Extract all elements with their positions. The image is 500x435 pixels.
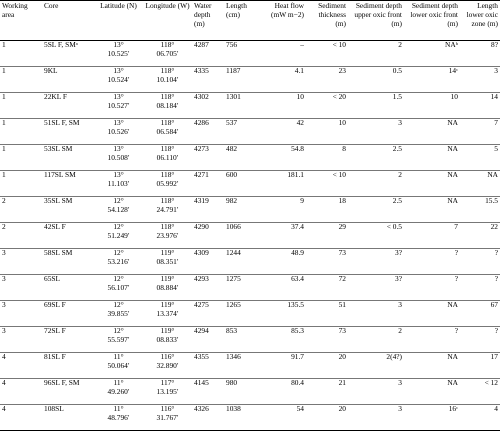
table-row bbox=[0, 119, 500, 145]
cell-latitude bbox=[94, 145, 143, 171]
cell-upper-oxic-front: 2(4?) bbox=[386, 352, 402, 361]
cell-latitude-minutes: 53.216′ bbox=[107, 256, 130, 266]
table-row bbox=[0, 145, 500, 171]
header-latitude: Latitude (N) bbox=[100, 1, 137, 10]
cell-longitude-minutes: 13.195′ bbox=[156, 386, 179, 396]
cell-latitude bbox=[94, 93, 143, 119]
cell-latitude bbox=[94, 249, 143, 275]
cell-length: 980 bbox=[226, 378, 238, 387]
cell-length: 1066 bbox=[226, 222, 241, 231]
cell-heat-flow: 54.8 bbox=[291, 144, 304, 153]
cell-longitude-degrees: 118° bbox=[160, 66, 175, 75]
cell-length: 482 bbox=[226, 144, 238, 153]
cell-core: 35SL SM bbox=[44, 196, 73, 205]
cell-upper-oxic-front: 3 bbox=[398, 378, 402, 387]
cell-longitude-minutes: 24.791′ bbox=[156, 204, 179, 214]
cell-longitude-degrees: 118° bbox=[160, 92, 175, 101]
cell-lower-oxic-front: NA bbox=[447, 300, 458, 309]
cell-water-depth: 4290 bbox=[194, 222, 209, 231]
cell-sediment-thickness: 10 bbox=[338, 118, 346, 127]
cell-latitude-minutes: 54.128′ bbox=[107, 204, 130, 214]
table-row bbox=[0, 93, 500, 119]
cell-latitude-degrees: 13° bbox=[113, 144, 124, 153]
cell-lower-oxic-front: NA bbox=[447, 196, 458, 205]
cell-latitude-degrees: 12° bbox=[113, 300, 124, 309]
cell-water-depth: 4287 bbox=[194, 40, 209, 49]
cell-latitude-minutes: 10.527′ bbox=[107, 100, 130, 110]
cell-latitude bbox=[94, 197, 143, 223]
cell-working-area: 1 bbox=[2, 118, 6, 127]
cell-longitude-degrees: 119° bbox=[160, 274, 175, 283]
cell-sediment-thickness: 21 bbox=[338, 378, 346, 387]
cell-longitude-degrees: 116° bbox=[160, 404, 175, 413]
header-longitude: Longitude (W) bbox=[145, 1, 190, 10]
cell-longitude-minutes: 08.884′ bbox=[156, 282, 179, 292]
cell-water-depth: 4286 bbox=[194, 118, 209, 127]
cell-latitude-minutes: 10.525′ bbox=[107, 48, 130, 58]
cell-working-area: 3 bbox=[2, 300, 6, 309]
cell-lower-oxic-front: NAᵇ bbox=[445, 40, 458, 49]
cell-heat-flow: 37.4 bbox=[291, 222, 304, 231]
cell-upper-oxic-front: 3? bbox=[395, 274, 402, 283]
cell-lower-oxic-front: 7 bbox=[454, 222, 458, 231]
cell-longitude-minutes: 08.184′ bbox=[156, 100, 179, 110]
cell-length: 1301 bbox=[226, 92, 241, 101]
cell-length: 1038 bbox=[226, 404, 241, 413]
cell-longitude bbox=[143, 41, 192, 67]
cell-longitude-degrees: 119° bbox=[160, 326, 175, 335]
cell-sediment-thickness: 72 bbox=[338, 274, 346, 283]
cell-length: 982 bbox=[226, 196, 238, 205]
table-row bbox=[0, 405, 500, 431]
cell-sediment-thickness: 18 bbox=[338, 196, 346, 205]
table-row bbox=[0, 249, 500, 275]
cell-longitude-minutes: 32.890′ bbox=[156, 360, 179, 370]
cell-sediment-thickness: 73 bbox=[338, 248, 346, 257]
cell-length: 1275 bbox=[226, 274, 241, 283]
cell-heat-flow: 80.4 bbox=[291, 378, 304, 387]
cell-upper-oxic-front: 2 bbox=[398, 170, 402, 179]
cell-sediment-thickness: 73 bbox=[338, 326, 346, 335]
table-row bbox=[0, 275, 500, 301]
cell-working-area: 1 bbox=[2, 144, 6, 153]
cell-longitude bbox=[143, 353, 192, 379]
cell-upper-oxic-front: 2.5 bbox=[392, 196, 402, 205]
table-header-row bbox=[0, 1, 500, 41]
table-row bbox=[0, 301, 500, 327]
cell-longitude bbox=[143, 93, 192, 119]
cell-longitude-degrees: 118° bbox=[160, 196, 175, 205]
table-row bbox=[0, 379, 500, 405]
cell-upper-oxic-front: 2 bbox=[398, 40, 402, 49]
cell-length-lower-oxic-zone: ? bbox=[494, 274, 498, 283]
cell-latitude bbox=[94, 379, 143, 405]
cell-longitude-degrees: 117° bbox=[160, 378, 175, 387]
cell-core: 51SL F, SM bbox=[44, 118, 80, 127]
cell-heat-flow: – bbox=[300, 40, 304, 49]
cell-water-depth: 4302 bbox=[194, 92, 209, 101]
cell-upper-oxic-front: 3 bbox=[398, 404, 402, 413]
cell-length-lower-oxic-zone: 5 bbox=[494, 144, 498, 153]
header-water-depth: Water depth (m) bbox=[194, 1, 212, 28]
cell-length: 756 bbox=[226, 40, 238, 49]
cell-core: 22KL F bbox=[44, 92, 67, 101]
cell-length-lower-oxic-zone: NA bbox=[487, 170, 498, 179]
cell-longitude-minutes: 31.767′ bbox=[156, 412, 179, 422]
cell-longitude-degrees: 118° bbox=[160, 144, 175, 153]
cell-longitude bbox=[143, 171, 192, 197]
cell-lower-oxic-front: 16ᶜ bbox=[448, 404, 458, 413]
cell-heat-flow: 91.7 bbox=[291, 352, 304, 361]
cell-latitude-minutes: 39.855′ bbox=[107, 308, 130, 318]
cell-longitude bbox=[143, 275, 192, 301]
cell-longitude-minutes: 05.992′ bbox=[156, 178, 179, 188]
cell-length-lower-oxic-zone: 17 bbox=[490, 352, 498, 361]
cell-upper-oxic-front: 3 bbox=[398, 300, 402, 309]
cell-length: 1187 bbox=[226, 66, 241, 75]
cell-longitude bbox=[143, 145, 192, 171]
cell-latitude-degrees: 13° bbox=[113, 170, 124, 179]
header-length: Length (cm) bbox=[226, 1, 247, 19]
cell-lower-oxic-front: NA bbox=[447, 118, 458, 127]
cell-longitude-degrees: 119° bbox=[160, 300, 175, 309]
cell-water-depth: 4309 bbox=[194, 248, 209, 257]
cell-lower-oxic-front: ? bbox=[454, 274, 458, 283]
cell-longitude-minutes: 06.705′ bbox=[156, 48, 179, 58]
cell-latitude-minutes: 10.508′ bbox=[107, 152, 130, 162]
cell-latitude bbox=[94, 223, 143, 249]
cell-sediment-thickness: 20 bbox=[338, 352, 346, 361]
cell-longitude-minutes: 06.110′ bbox=[156, 152, 179, 162]
cell-lower-oxic-front: 14ᶜ bbox=[448, 66, 458, 75]
cell-water-depth: 4355 bbox=[194, 352, 209, 361]
cell-core: 58SL SM bbox=[44, 248, 73, 257]
cell-latitude-degrees: 11° bbox=[113, 404, 124, 413]
cell-lower-oxic-front: ? bbox=[454, 326, 458, 335]
cell-longitude bbox=[143, 327, 192, 353]
cell-latitude-degrees: 11° bbox=[113, 378, 124, 387]
cell-longitude-degrees: 116° bbox=[160, 352, 175, 361]
cell-latitude bbox=[94, 405, 143, 431]
cell-length-lower-oxic-zone: 67 bbox=[490, 300, 498, 309]
cell-core: 96SL F, SM bbox=[44, 378, 80, 387]
cell-latitude bbox=[94, 119, 143, 145]
cell-length-lower-oxic-zone: 22 bbox=[490, 222, 498, 231]
cell-core: 53SL SM bbox=[44, 144, 73, 153]
cell-length-lower-oxic-zone: 4 bbox=[494, 404, 498, 413]
cell-length-lower-oxic-zone: ? bbox=[494, 248, 498, 257]
cell-upper-oxic-front: < 0.5 bbox=[386, 222, 402, 231]
cell-working-area: 4 bbox=[2, 352, 6, 361]
cell-latitude-degrees: 12° bbox=[113, 326, 124, 335]
cell-upper-oxic-front: 3? bbox=[395, 248, 402, 257]
cell-latitude-minutes: 48.796′ bbox=[107, 412, 130, 422]
cell-working-area: 2 bbox=[2, 222, 6, 231]
cell-longitude-minutes: 08.833′ bbox=[156, 334, 179, 344]
table-row bbox=[0, 67, 500, 93]
cell-length-lower-oxic-zone: ? bbox=[494, 326, 498, 335]
cell-heat-flow: 9 bbox=[300, 196, 304, 205]
cell-upper-oxic-front: 3 bbox=[398, 118, 402, 127]
cell-longitude bbox=[143, 197, 192, 223]
cell-latitude-degrees: 12° bbox=[113, 248, 124, 257]
table-row bbox=[0, 223, 500, 249]
table-row bbox=[0, 171, 500, 197]
cell-working-area: 2 bbox=[2, 196, 6, 205]
cell-water-depth: 4271 bbox=[194, 170, 209, 179]
cell-latitude bbox=[94, 353, 143, 379]
cell-sediment-thickness: 23 bbox=[338, 66, 346, 75]
cell-latitude-degrees: 12° bbox=[113, 196, 124, 205]
cell-lower-oxic-front: ? bbox=[454, 248, 458, 257]
cell-latitude bbox=[94, 327, 143, 353]
cell-length-lower-oxic-zone: 3 bbox=[494, 66, 498, 75]
cell-longitude-minutes: 13.374′ bbox=[156, 308, 179, 318]
header-upper-oxic-front: Sediment depth upper oxic front (m) bbox=[354, 1, 402, 28]
cell-latitude bbox=[94, 301, 143, 327]
header-lower-oxic-front: Sediment depth lower oxic front (m) bbox=[410, 1, 458, 28]
cell-sediment-thickness: 51 bbox=[338, 300, 346, 309]
cell-core: 69SL F bbox=[44, 300, 66, 309]
cell-longitude-degrees: 118° bbox=[160, 170, 175, 179]
cell-length: 853 bbox=[226, 326, 238, 335]
cell-sediment-thickness: < 10 bbox=[332, 40, 346, 49]
cell-latitude bbox=[94, 67, 143, 93]
cell-heat-flow: 63.4 bbox=[291, 274, 304, 283]
table-row bbox=[0, 327, 500, 353]
cell-longitude-degrees: 118° bbox=[160, 40, 175, 49]
cell-longitude-minutes: 10.104′ bbox=[156, 74, 179, 84]
cell-heat-flow: 4.1 bbox=[294, 66, 304, 75]
cell-length-lower-oxic-zone: 15.5 bbox=[485, 196, 498, 205]
cell-length: 1265 bbox=[226, 300, 241, 309]
cell-heat-flow: 42 bbox=[296, 118, 304, 127]
cell-longitude bbox=[143, 223, 192, 249]
cell-latitude-minutes: 55.597′ bbox=[107, 334, 130, 344]
cell-longitude-minutes: 06.584′ bbox=[156, 126, 179, 136]
cell-heat-flow: 48.9 bbox=[291, 248, 304, 257]
cell-longitude bbox=[143, 249, 192, 275]
cell-water-depth: 4335 bbox=[194, 66, 209, 75]
cell-length: 537 bbox=[226, 118, 238, 127]
cell-core: 65SL bbox=[44, 274, 61, 283]
cell-longitude bbox=[143, 67, 192, 93]
cell-longitude-minutes: 23.976′ bbox=[156, 230, 179, 240]
cell-working-area: 3 bbox=[2, 248, 6, 257]
cell-longitude-minutes: 08.351′ bbox=[156, 256, 179, 266]
header-area: Working area bbox=[2, 1, 28, 19]
cell-core: 5SL F, SMᵃ bbox=[44, 40, 78, 49]
cell-core: 9KL bbox=[44, 66, 58, 75]
cell-longitude bbox=[143, 379, 192, 405]
cell-longitude-degrees: 118° bbox=[160, 118, 175, 127]
cell-working-area: 4 bbox=[2, 404, 6, 413]
cell-upper-oxic-front: 2.5 bbox=[392, 144, 402, 153]
cell-latitude-minutes: 51.249′ bbox=[107, 230, 130, 240]
cell-working-area: 4 bbox=[2, 378, 6, 387]
cell-working-area: 3 bbox=[2, 326, 6, 335]
cell-lower-oxic-front: NA bbox=[447, 144, 458, 153]
cell-core: 42SL F bbox=[44, 222, 66, 231]
cell-longitude-degrees: 119° bbox=[160, 248, 175, 257]
cell-latitude-degrees: 13° bbox=[113, 92, 124, 101]
table-row bbox=[0, 197, 500, 223]
cell-lower-oxic-front: NA bbox=[447, 378, 458, 387]
header-heat-flow: Heat flow (mW m−2) bbox=[271, 1, 304, 19]
cell-latitude-minutes: 56.107′ bbox=[107, 282, 130, 292]
cell-core: 108SL bbox=[44, 404, 64, 413]
cell-heat-flow: 181.1 bbox=[287, 170, 304, 179]
cell-length-lower-oxic-zone: < 12 bbox=[484, 378, 498, 387]
header-core: Core bbox=[44, 1, 59, 10]
cell-length: 600 bbox=[226, 170, 238, 179]
cell-latitude-degrees: 11° bbox=[113, 352, 124, 361]
cell-length: 1244 bbox=[226, 248, 241, 257]
cell-water-depth: 4319 bbox=[194, 196, 209, 205]
cell-upper-oxic-front: 2 bbox=[398, 326, 402, 335]
cell-sediment-thickness: < 10 bbox=[332, 170, 346, 179]
cell-length: 1346 bbox=[226, 352, 241, 361]
cell-working-area: 1 bbox=[2, 170, 6, 179]
cell-longitude-degrees: 118° bbox=[160, 222, 175, 231]
cell-latitude-minutes: 49.260′ bbox=[107, 386, 130, 396]
cell-heat-flow: 85.3 bbox=[291, 326, 304, 335]
cell-upper-oxic-front: 0.5 bbox=[392, 66, 402, 75]
cell-working-area: 1 bbox=[2, 40, 6, 49]
cell-longitude bbox=[143, 119, 192, 145]
cell-longitude bbox=[143, 405, 192, 431]
cell-latitude-degrees: 13° bbox=[113, 66, 124, 75]
header-length-lower-oxic-zone: Length lower oxic zone (m) bbox=[466, 1, 498, 28]
cell-latitude-degrees: 12° bbox=[113, 274, 124, 283]
cell-latitude-degrees: 13° bbox=[113, 40, 124, 49]
cell-lower-oxic-front: NA bbox=[447, 170, 458, 179]
cell-lower-oxic-front: 10 bbox=[450, 92, 458, 101]
cell-sediment-thickness: 8 bbox=[342, 144, 346, 153]
cell-latitude bbox=[94, 275, 143, 301]
cell-water-depth: 4294 bbox=[194, 326, 209, 335]
cell-core: 81SL F bbox=[44, 352, 66, 361]
cell-heat-flow: 54 bbox=[296, 404, 304, 413]
cell-length-lower-oxic-zone: 7 bbox=[494, 118, 498, 127]
table-row bbox=[0, 353, 500, 379]
table-row bbox=[0, 41, 500, 67]
cell-latitude bbox=[94, 171, 143, 197]
header-sediment-thickness: Sediment thickness (m) bbox=[318, 1, 346, 28]
cell-length-lower-oxic-zone: 8? bbox=[491, 40, 498, 49]
cell-lower-oxic-front: NA bbox=[447, 352, 458, 361]
cell-latitude-degrees: 13° bbox=[113, 118, 124, 127]
cell-latitude-minutes: 10.524′ bbox=[107, 74, 130, 84]
cell-heat-flow: 135.5 bbox=[287, 300, 304, 309]
cell-sediment-thickness: < 20 bbox=[332, 92, 346, 101]
cell-water-depth: 4326 bbox=[194, 404, 209, 413]
cell-length-lower-oxic-zone: 14 bbox=[490, 92, 498, 101]
cell-latitude-minutes: 11.103′ bbox=[107, 178, 130, 188]
cell-latitude-minutes: 10.526′ bbox=[107, 126, 130, 136]
cell-core: 72SL F bbox=[44, 326, 66, 335]
cell-latitude-minutes: 50.064′ bbox=[107, 360, 130, 370]
cell-working-area: 1 bbox=[2, 66, 6, 75]
cell-upper-oxic-front: 1.5 bbox=[392, 92, 402, 101]
cell-working-area: 1 bbox=[2, 92, 6, 101]
cell-longitude bbox=[143, 301, 192, 327]
cell-water-depth: 4273 bbox=[194, 144, 209, 153]
cell-water-depth: 4275 bbox=[194, 300, 209, 309]
cell-heat-flow: 10 bbox=[296, 92, 304, 101]
cell-latitude bbox=[94, 41, 143, 67]
cell-core: 117SL SM bbox=[44, 170, 76, 179]
cell-sediment-thickness: 29 bbox=[338, 222, 346, 231]
cell-sediment-thickness: 20 bbox=[338, 404, 346, 413]
cell-working-area: 3 bbox=[2, 274, 6, 283]
cell-latitude-degrees: 12° bbox=[113, 222, 124, 231]
cell-water-depth: 4293 bbox=[194, 274, 209, 283]
cell-water-depth: 4145 bbox=[194, 378, 209, 387]
